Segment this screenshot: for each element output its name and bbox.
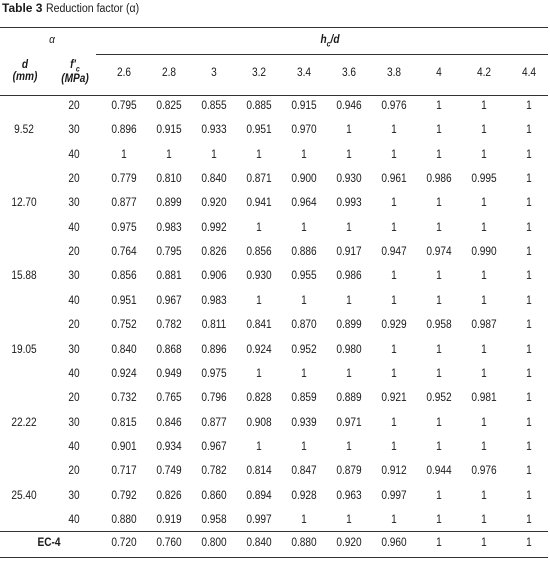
fc-value-cell: 40: [68, 221, 80, 234]
table-cell: 1: [481, 197, 487, 210]
table-cell: 0.885: [246, 100, 272, 112]
table-cell: 0.908: [246, 416, 272, 429]
table-cell: 0.765: [156, 392, 182, 405]
table-caption-text: Reduction factor (α): [46, 3, 140, 15]
table-cell: 0.920: [201, 197, 227, 210]
fc-value-cell: 30: [68, 270, 80, 283]
table-cell: 0.951: [111, 294, 137, 307]
fc-value-cell: 30: [68, 124, 80, 137]
fc-value-cell: 20: [68, 392, 80, 405]
table-cell: 0.992: [201, 221, 227, 234]
table-cell: 0.752: [111, 319, 137, 332]
table-cell: 1: [481, 221, 487, 234]
table-cell: 0.990: [471, 246, 497, 259]
table-cell: 1: [481, 416, 487, 429]
table-cell: 1: [121, 148, 127, 161]
fc-value-cell: 40: [68, 367, 80, 380]
fc-value-cell: 30: [68, 416, 80, 429]
table-cell: 0.997: [381, 489, 407, 502]
table-cell: 0.951: [246, 124, 272, 137]
table-cell: 1: [436, 367, 442, 380]
fc-value-cell: 30: [68, 197, 80, 210]
table-cell: 0.810: [156, 173, 182, 186]
fc-value-cell: 40: [68, 294, 80, 307]
d-header: [7, 59, 44, 83]
table-cell: 1: [436, 294, 442, 307]
table-cell: 1: [526, 319, 532, 332]
d-value-cell: 22.22: [11, 416, 37, 429]
table-cell: 0.981: [471, 392, 497, 405]
table-cell: 0.796: [201, 392, 227, 405]
table-cell: 0.825: [156, 100, 182, 112]
table-cell: 0.949: [156, 367, 182, 380]
fc-label-sub: c: [75, 64, 80, 74]
top-rule: [0, 27, 548, 28]
d-header-unit: (mm): [12, 71, 38, 83]
table-cell: 1: [256, 221, 262, 234]
table-cell: 0.987: [471, 319, 497, 332]
table-cell: 1: [481, 367, 487, 380]
ratio-header-cell: 3.8: [386, 67, 402, 79]
table-cell: 1: [256, 440, 262, 453]
table-cell: 0.906: [201, 270, 227, 283]
table-cell: 1: [436, 440, 442, 453]
table-cell: 0.986: [336, 270, 362, 283]
ratio-header-cell: 3.4: [296, 67, 312, 79]
footer-cell: 1: [526, 537, 532, 549]
table-cell: 1: [436, 416, 442, 429]
table-cell: 1: [301, 513, 307, 526]
table-cell: 0.846: [156, 416, 182, 429]
table-cell: 1: [436, 270, 442, 283]
table-cell: 0.886: [291, 246, 317, 259]
table-cell: 0.828: [246, 392, 272, 405]
footer-cell: 1: [436, 537, 442, 549]
table-cell: 1: [436, 489, 442, 502]
hc-d-h: h: [320, 34, 327, 46]
table-cell: 0.952: [426, 392, 452, 405]
table-cell: 1: [526, 148, 532, 161]
table-cell: 0.967: [156, 294, 182, 307]
table-cell: 0.921: [381, 392, 407, 405]
fc-value-cell: 20: [68, 319, 80, 332]
d-header-label: d: [21, 59, 29, 71]
table-cell: 1: [301, 367, 307, 380]
footer-cell: 0.840: [246, 537, 272, 549]
table-cell: 1: [346, 148, 352, 161]
table-cell: 0.946: [336, 100, 362, 112]
table-cell: 0.868: [156, 343, 182, 356]
table-cell: 1: [391, 197, 397, 210]
header-bottom-rule: [0, 95, 548, 96]
fc-header-unit: (MPa): [61, 73, 89, 86]
table-cell: 1: [481, 489, 487, 502]
footer-cell: 0.800: [201, 537, 227, 549]
table-cell: 1: [526, 173, 532, 186]
table-cell: 0.971: [336, 416, 362, 429]
table-cell: 1: [481, 124, 487, 137]
table-cell: 1: [526, 392, 532, 405]
table-cell: 0.870: [291, 319, 317, 332]
table-cell: 1: [391, 343, 397, 356]
table-cell: 0.717: [111, 465, 137, 478]
table-cell: 1: [526, 197, 532, 210]
footer-label: EC-4: [37, 537, 61, 549]
table-cell: 1: [391, 221, 397, 234]
table-cell: 0.880: [111, 513, 137, 526]
ratio-header-cell: 4: [436, 67, 442, 79]
table-cell: 0.782: [201, 465, 227, 478]
footer-cell: 0.920: [336, 537, 362, 549]
table-cell: 0.939: [291, 416, 317, 429]
table-cell: 1: [391, 513, 397, 526]
table-cell: 1: [526, 513, 532, 526]
table-cell: 0.941: [246, 197, 272, 210]
table-cell: 1: [526, 416, 532, 429]
table-cell: 1: [526, 270, 532, 283]
fc-value-cell: 20: [68, 100, 80, 112]
table-cell: 1: [526, 465, 532, 478]
table-cell: 0.924: [246, 343, 272, 356]
table-cell: 0.974: [426, 246, 452, 259]
table-cell: 0.900: [291, 173, 317, 186]
table-cell: 0.896: [201, 343, 227, 356]
table-cell: 0.811: [201, 319, 227, 332]
table-cell: 0.952: [291, 343, 317, 356]
d-value-cell: 19.05: [11, 343, 37, 356]
table-cell: 0.983: [156, 221, 182, 234]
ratio-header-cell: 2.8: [161, 67, 177, 79]
table-cell: 1: [526, 100, 532, 112]
ratio-header-cell: 3.6: [341, 67, 357, 79]
table-cell: 0.840: [111, 343, 137, 356]
d-value-cell: 9.52: [14, 124, 34, 137]
table-cell: 1: [526, 440, 532, 453]
table-cell: 0.924: [111, 367, 137, 380]
table-cell: 0.889: [336, 392, 362, 405]
table-cell: 0.912: [381, 465, 407, 478]
table-cell: 0.919: [156, 513, 182, 526]
footer-cell: 1: [481, 537, 487, 549]
table-cell: 1: [526, 246, 532, 259]
footer-cell: 0.880: [291, 537, 317, 549]
ratio-header-cell: 2.6: [116, 67, 132, 79]
footer-cell: 0.720: [111, 537, 137, 549]
alpha-header: α: [49, 34, 55, 46]
table-cell: 0.997: [246, 513, 272, 526]
table-cell: 0.975: [111, 221, 137, 234]
table-cell: 1: [301, 294, 307, 307]
table-cell: 0.899: [336, 319, 362, 332]
table-cell: 1: [481, 440, 487, 453]
table-cell: 1: [481, 148, 487, 161]
table-cell: 1: [391, 270, 397, 283]
ratio-header-cell: 4.4: [521, 67, 537, 79]
table-cell: 1: [346, 367, 352, 380]
table-cell: 1: [346, 513, 352, 526]
table-cell: 1: [391, 440, 397, 453]
table-cell: 1: [526, 343, 532, 356]
table-cell: 0.901: [111, 440, 137, 453]
table-cell: 0.795: [111, 100, 137, 112]
table-cell: 1: [166, 148, 172, 161]
table-cell: 0.986: [426, 173, 452, 186]
table-cell: 0.961: [381, 173, 407, 186]
table-cell: 0.983: [201, 294, 227, 307]
table-cell: 1: [346, 294, 352, 307]
table-cell: 1: [526, 294, 532, 307]
table-cell: 0.930: [336, 173, 362, 186]
fc-value-cell: 20: [68, 246, 80, 259]
table-cell: 0.855: [201, 100, 227, 112]
table-cell: 1: [436, 197, 442, 210]
table-cell: 0.795: [156, 246, 182, 259]
table-cell: 0.792: [111, 489, 137, 502]
table-cell: 0.826: [201, 246, 227, 259]
table-caption-label: Table 3: [2, 1, 43, 15]
table-cell: 0.915: [156, 124, 182, 137]
hc-d-header: [312, 34, 347, 48]
fc-header: [55, 59, 95, 85]
table-cell: 0.840: [201, 173, 227, 186]
table-cell: 0.970: [291, 124, 317, 137]
table-cell: 1: [346, 221, 352, 234]
table-cell: 0.928: [291, 489, 317, 502]
table-cell: 0.879: [336, 465, 362, 478]
table-cell: 0.917: [336, 246, 362, 259]
ratio-header-cell: 3.2: [251, 67, 267, 79]
table-cell: 1: [526, 124, 532, 137]
footer-top-rule: [0, 531, 548, 532]
table-cell: 0.980: [336, 343, 362, 356]
table-cell: 1: [256, 148, 262, 161]
table-cell: 0.944: [426, 465, 452, 478]
table-cell: 0.929: [381, 319, 407, 332]
table-cell: 1: [391, 367, 397, 380]
table-cell: 0.975: [201, 367, 227, 380]
fc-value-cell: 20: [68, 173, 80, 186]
ratio-header-cell: 3: [211, 67, 217, 79]
table-cell: 0.930: [246, 270, 272, 283]
table-cell: 0.856: [246, 246, 272, 259]
table-cell: 0.826: [156, 489, 182, 502]
table-cell: 1: [526, 367, 532, 380]
fc-value-cell: 20: [68, 465, 80, 478]
table-cell: 1: [301, 440, 307, 453]
table-cell: 1: [391, 294, 397, 307]
table-cell: 1: [301, 221, 307, 234]
hc-d-sub: c: [326, 39, 331, 49]
table-cell: 1: [436, 343, 442, 356]
table-cell: 0.871: [246, 173, 272, 186]
table-cell: 1: [346, 124, 352, 137]
header-subrule: [96, 54, 548, 55]
fc-value-cell: 30: [68, 489, 80, 502]
table-cell: 0.881: [156, 270, 182, 283]
table-cell: 0.815: [111, 416, 137, 429]
footer-cell: 0.760: [156, 537, 182, 549]
table-cell: 0.934: [156, 440, 182, 453]
table-cell: 0.764: [111, 246, 137, 259]
fc-value-cell: 30: [68, 343, 80, 356]
table-cell: 1: [391, 148, 397, 161]
table-cell: 0.779: [111, 173, 137, 186]
table-cell: 0.958: [201, 513, 227, 526]
table-cell: 1: [436, 513, 442, 526]
table-cell: 1: [211, 148, 217, 161]
table-cell: 1: [436, 124, 442, 137]
table-cell: 1: [391, 416, 397, 429]
table-cell: 0.915: [291, 100, 317, 112]
table-cell: 1: [346, 440, 352, 453]
table-cell: 0.993: [336, 197, 362, 210]
table-cell: 0.955: [291, 270, 317, 283]
fc-header-label: [55, 59, 95, 73]
table-cell: 0.859: [291, 392, 317, 405]
table-cell: 0.976: [381, 100, 407, 112]
hc-d-tail: /d: [330, 34, 340, 46]
table-cell: 1: [436, 100, 442, 112]
table-cell: 0.899: [156, 197, 182, 210]
table-cell: 0.976: [471, 465, 497, 478]
table-cell: 0.933: [201, 124, 227, 137]
table-caption: [2, 1, 148, 15]
table-cell: 1: [301, 148, 307, 161]
table-cell: 1: [391, 124, 397, 137]
table-cell: 0.847: [291, 465, 317, 478]
table-cell: 0.782: [156, 319, 182, 332]
table-cell: 1: [481, 270, 487, 283]
fc-value-cell: 40: [68, 513, 80, 526]
table-cell: 0.860: [201, 489, 227, 502]
table-cell: 0.967: [201, 440, 227, 453]
bottom-rule: [0, 557, 548, 558]
table-cell: 0.877: [201, 416, 227, 429]
table-cell: 0.963: [336, 489, 362, 502]
table-cell: 1: [481, 294, 487, 307]
table-cell: 0.894: [246, 489, 272, 502]
table-cell: 0.964: [291, 197, 317, 210]
table-cell: 0.947: [381, 246, 407, 259]
fc-label-text: f': [70, 59, 76, 71]
d-value-cell: 25.40: [11, 489, 37, 502]
table-cell: 1: [481, 343, 487, 356]
table-cell: 0.749: [156, 465, 182, 478]
table-cell: 1: [481, 513, 487, 526]
table-cell: 1: [436, 221, 442, 234]
table-cell: 0.841: [246, 319, 272, 332]
table-cell: 1: [256, 294, 262, 307]
fc-value-cell: 40: [68, 440, 80, 453]
d-value-cell: 15.88: [11, 270, 37, 283]
d-value-cell: 12.70: [11, 197, 37, 210]
table-cell: 0.732: [111, 392, 137, 405]
table-cell: 1: [526, 221, 532, 234]
table-cell: 1: [481, 100, 487, 112]
table-cell: 0.896: [111, 124, 137, 137]
table-cell: 0.958: [426, 319, 452, 332]
ratio-header-cell: 4.2: [476, 67, 492, 79]
table-cell: 0.856: [111, 270, 137, 283]
table-cell: 1: [256, 367, 262, 380]
table-cell: 1: [526, 489, 532, 502]
table-cell: 1: [436, 148, 442, 161]
fc-value-cell: 40: [68, 148, 80, 161]
table-cell: 0.814: [246, 465, 272, 478]
table-cell: 0.995: [471, 173, 497, 186]
footer-cell: 0.960: [381, 537, 407, 549]
table-cell: 0.877: [111, 197, 137, 210]
